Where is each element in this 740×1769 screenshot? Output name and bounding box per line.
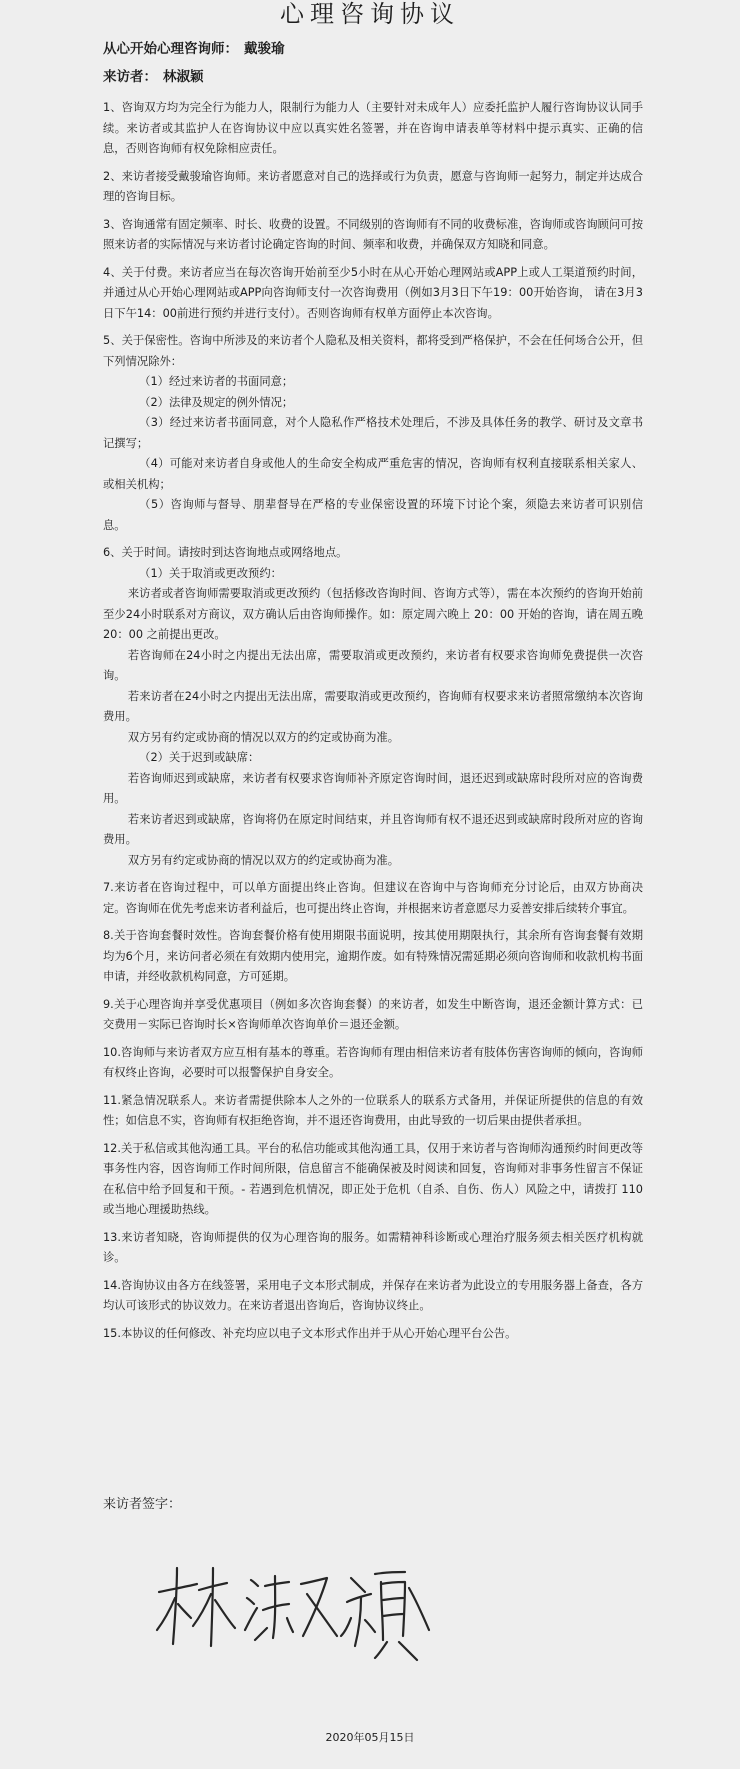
clause-5: 5、关于保密性。咨询中所涉及的来访者个人隐私及相关资料，都将受到严格保护，不会在任何场合公开，但下列情况除外： <box>103 334 643 368</box>
clause-6-paragraph: 来访者或者咨询师需要取消或更改预约（包括修改咨询时间、咨询方式等），需在本次预约的咨询开始前至少24小时联系对方商议，双方确认后由咨询师操作。如：原定周六晚上 20：00 开始的咨询，请在周五晚 20：00 之前提出更改。 <box>103 587 643 641</box>
counselor-name: 戴骏瑜 <box>244 41 285 57</box>
document-title: 心理咨询协议 <box>280 0 460 28</box>
clause-3: 3、咨询通常有固定频率、时长、收费的设置。不同级别的咨询师有不同的收费标准，咨询师或咨询顾问可按照来访者的实际情况与来访者讨论确定咨询的时间、频率和收费，并确保双方知晓和同意。 <box>103 217 643 251</box>
signature-label: 来访者签字： <box>103 1497 182 1512</box>
clause-6-sub-2-heading: （2）关于迟到或缺席： <box>139 751 260 764</box>
clause-13: 13.来访者知晓，咨询师提供的仅为心理咨询的服务。如需精神科诊断或心理治疗服务须去相关医疗机构就诊。 <box>103 1230 643 1264</box>
clause-6-paragraph: 双方另有约定或协商的情况以双方的约定或协商为准。 <box>127 730 399 744</box>
clause-14: 14.咨询协议由各方在线签署，采用电子文本形式制成，并保存在来访者为此设立的专用服务器上备查，各方均认可该形式的协议效力。在来访者退出咨询后，咨询协议终止。 <box>103 1278 643 1312</box>
clause-6-sub-1-heading: （1）关于取消或更改预约： <box>139 566 282 580</box>
clause-12: 12.关于私信或其他沟通工具。平台的私信功能或其他沟通工具，仅用于来访者与咨询师沟通预约时间更改等事务性内容，因咨询师工作时间所限，信息留言不能确保被及时阅读和回复，咨询师对非事务性留言不保证在私信中给予回复和干预。- 若遇到危机情况，即正处于危机（自杀、自伤、伤人）风险之中，请拨打 110 或当地心理援助热线。 <box>103 1141 643 1216</box>
clause-6-paragraph: 若咨询师迟到或缺席，来访者有权要求咨询师补齐原定咨询时间，退还迟到或缺席时段所对应的咨询费用。 <box>103 771 643 805</box>
clause-2: 2、来访者接受戴骏瑜咨询师。来访者愿意对自己的选择或行为负责，愿意与咨询师一起努力，制定并达成合理的咨询目标。 <box>103 169 643 203</box>
clause-8: 8.关于咨询套餐时效性。咨询套餐价格有使用期限书面说明，按其使用期限执行，其余所有咨询套餐有效期均为6个月，来访问者必须在有效期内使用完，逾期作废。如有特殊情况需延期必须向咨询师和收款机构书面申请，并经收款机构同意，方可延期。 <box>103 929 643 983</box>
client-label: 来访者： <box>103 69 157 85</box>
clause-4: 4、关于付费。来访者应当在每次咨询开始前至少5小时在从心开始心理网站或APP上或人工渠道预约时间，并通过从心开始心理网站或APP向咨询师支付一次咨询费用（例如3月3日下午19：00开始咨询， 请在3月3日下午14：00前进行预约并进行支付）。否则咨询师有权单方面停止本次咨询。 <box>103 265 643 320</box>
clause-5-item-3: （3）经过来访者书面同意，对个人隐私作严格技术处理后，不涉及具体任务的教学、研讨及文章书记撰写； <box>103 416 643 450</box>
clause-1: 1、咨询双方均为完全行为能力人，限制行为能力人（主要针对未成年人）应委托监护人履行咨询协议认同手续。来访者或其监护人在咨询协议中应以真实姓名签署，并在咨询申请表单等材料中提示真实、正确的信息，否则咨询师有权免除相应责任。 <box>103 101 643 155</box>
clause-9: 9.关于心理咨询并享受优惠项目（例如多次咨询套餐）的来访者，如发生中断咨询，退还金额计算方式：已交费用－实际已咨询时长×咨询师单次咨询单价＝退还金额。 <box>103 997 643 1031</box>
signing-date: 2020年05月15日 <box>325 1731 415 1744</box>
counselor-label: 从心开始心理咨询师： <box>103 41 238 57</box>
clause-7: 7.来访者在咨询过程中，可以单方面提出终止咨询。但建议在咨询中与咨询师充分讨论后，由双方协商决定。咨询师在优先考虑来访者利益后，也可提出终止咨询，并根据来访者意愿尽力妥善安排后续转介事宜。 <box>103 881 643 915</box>
clause-5-item-4: （4）可能对来访者自身或他人的生命安全构成严重危害的情况，咨询师有权利直接联系相关家人、或相关机构； <box>103 457 643 491</box>
clause-6-paragraph: 双方另有约定或协商的情况以双方的约定或协商为准。 <box>127 853 399 867</box>
clause-5-item-2: （2）法律及规定的例外情况； <box>139 395 294 409</box>
clause-6-paragraph: 若来访者在24小时之内提出无法出席，需要取消或更改预约，咨询师有权要求来访者照常缴纳本次咨询费用。 <box>103 689 643 723</box>
clause-6-paragraph: 若咨询师在24小时之内提出无法出席，需要取消或更改预约，来访者有权要求咨询师免费提供一次咨询。 <box>103 648 643 682</box>
clause-5-item-1: （1）经过来访者的书面同意； <box>139 375 294 388</box>
clause-11: 11.紧急情况联系人。来访者需提供除本人之外的一位联系人的联系方式备用，并保证所提供的信息的有效性；如信息不实，咨询师有权拒绝咨询，并不退还咨询费用，由此导致的一切后果由提供者承担。 <box>103 1093 643 1127</box>
clause-5-item-5: （5）咨询师与督导、朋辈督导在严格的专业保密设置的环境下讨论个案，须隐去来访者可识别信息。 <box>103 498 643 532</box>
handwritten-signature <box>155 1558 435 1672</box>
counselor-line <box>103 40 285 58</box>
client-name: 林淑颖 <box>163 69 204 85</box>
clause-6-paragraph: 若来访者迟到或缺席，咨询将仍在原定时间结束，并且咨询师有权不退还迟到或缺席时段所对应的咨询费用。 <box>103 812 643 846</box>
clause-10: 10.咨询师与来访者双方应互相有基本的尊重。若咨询师有理由相信来访者有肢体伤害咨询师的倾向，咨询师有权终止咨询，必要时可以报警保护自身安全。 <box>103 1045 643 1079</box>
client-line <box>103 68 204 86</box>
agreement-body <box>103 98 643 1351</box>
clause-6: 6、关于时间。请按时到达咨询地点或网络地点。 <box>103 546 348 559</box>
clause-15: 15.本协议的任何修改、补充均应以电子文本形式作出并于从心开始心理平台公告。 <box>103 1326 517 1340</box>
